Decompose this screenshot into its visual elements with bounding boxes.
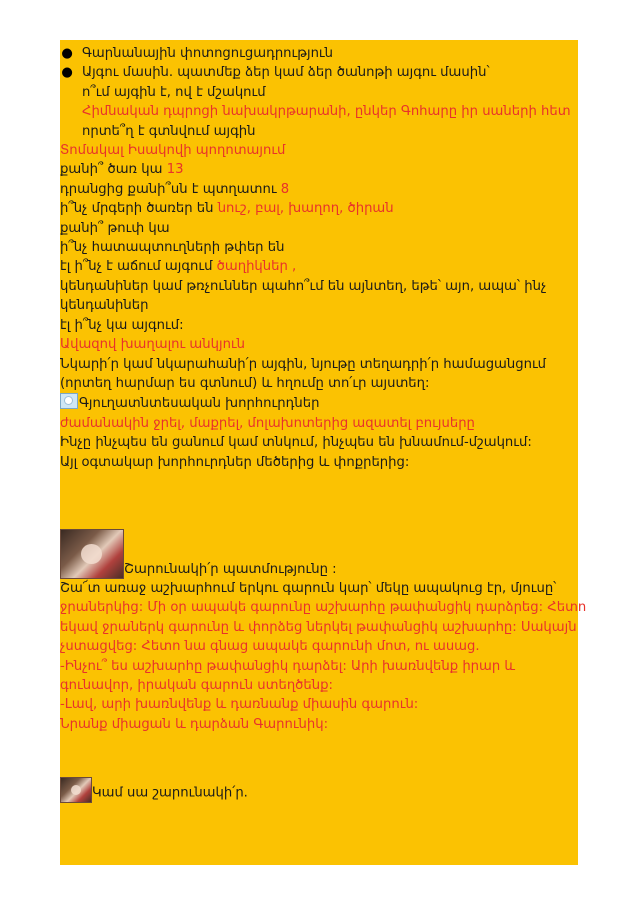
question-animals-cont: կենդանիներ	[60, 298, 149, 314]
spacer	[60, 734, 578, 777]
question-plants-text: էլ ի՞նչ է աճում այգում	[60, 259, 213, 275]
question-kinds	[60, 199, 578, 218]
tips-question-1: Ինչը ինչպես են ցանում կամ տնկում, ինչպես են խնամում-մշակում:	[60, 435, 532, 451]
tips-heading-text: Գյուղատնտեսական խորհուրդներ	[79, 396, 320, 412]
question-animals: կենդանիներ կամ թռչուններ պահո՞ւմ են այնտեղ, եթե՝ այո, ապա՝ ինչ	[60, 278, 547, 294]
document-page	[60, 40, 587, 865]
tips-heading	[60, 393, 578, 413]
answer-location: Տոմակալ Իսակովի պողոտայում	[60, 143, 286, 159]
story-line: չստացվեց: Հետո նա գնաց ապակե գարունի մոտ, ու ասաց.	[60, 639, 480, 655]
question-fruit-text: դրանցից քանի՞սն է պտղատու	[60, 181, 277, 197]
bullet-item	[60, 44, 578, 63]
question-berries: ի՞նչ հատապտուղների թփեր են	[60, 240, 285, 256]
answer-plants: ծաղիկներ ,	[216, 259, 297, 275]
bullet-text: Այգու մասին. պատմեք ձեր կամ ձեր ծանոթի այգու մասին՝	[82, 65, 490, 81]
child-photo	[60, 529, 124, 579]
question-fruit-trees	[60, 180, 578, 199]
document-content	[60, 44, 587, 803]
closing-line	[60, 777, 578, 803]
answer-kinds: նուշ, բալ, խաղող, ծիրան	[217, 201, 394, 217]
question-more: էլ ի՞նչ կա այգում:	[60, 317, 184, 333]
child-photo-small	[60, 777, 92, 803]
bullet-continuation: ո՞ւմ այգին է, ով է մշակում	[82, 84, 266, 100]
closing-text: Կամ սա շարունակի՛ր.	[92, 785, 248, 801]
story-line: եկավ ջրաներկ գարունը և փորձեց ներկել թափանցիկ աշխարհը: Սակայն	[60, 619, 577, 635]
story-line: -Ինչու՞ ես աշխարհը թափանցիկ դարձել: Արի խառնվենք իրար և	[60, 658, 516, 674]
tips-question-2: Այլ օգտակար խորհուրդներ մեծերից և փոքրերից:	[60, 454, 410, 470]
answer-trees: 13	[166, 162, 184, 178]
question-kinds-text: ի՞նչ մրգերի ծառեր են	[60, 201, 214, 217]
story-line: -Լավ, արի խառնվենք և դառնանք միասին գարուն:	[60, 697, 419, 713]
story-heading	[60, 529, 578, 579]
answer-owner: Հիմնական դպրոցի նախակրթարանի, ընկեր Գոհարը իր սաների հետ	[82, 104, 571, 120]
image-placeholder-icon	[60, 393, 78, 409]
question-trees-text: քանի՞ ծառ կա	[60, 162, 163, 178]
answer-fruit: 8	[280, 181, 290, 197]
spacer	[60, 472, 578, 529]
story-line: գունավոր, իրական գարուն ստեղծենք:	[60, 677, 333, 693]
photo-instruction: Նկարի՛ր կամ նկարահանի՛ր այգին, նյութը տեղադրի՛ր համացանցում	[60, 356, 547, 372]
photo-instruction-cont: (որտեղ հարմար ես գտնում) և հղումը տո՛ւր այստեղ:	[60, 375, 430, 391]
question-bushes: քանի՞ թուփ կա	[60, 220, 170, 236]
bullet-text: Գարնանային փոտոցուցադրություն	[82, 46, 334, 61]
bullet-dot-icon: ●	[61, 65, 73, 81]
tips-answer: ժամանակին ջրել, մաքրել, մոլախոտերից ազատել բույսերը	[60, 415, 475, 431]
bullet-item	[60, 63, 578, 82]
story-line: Նրանք միացան և դարձան Գարունիկ:	[60, 716, 329, 732]
story-intro: Շա՜տ առաջ աշխարհում երկու գարուն կար՝ մեկը ապակուց էր, մյուսը՝	[60, 580, 557, 596]
question-trees	[60, 160, 578, 179]
question-plants	[60, 257, 578, 276]
question-location: որտե՞ղ է գտնվում այգին	[82, 123, 256, 139]
answer-more: Ավազով խաղալու անկյուն	[60, 337, 246, 353]
story-heading-text: Շարունակի՛ր պատմությունը :	[124, 561, 337, 577]
story-line: ջրաներկից: Մի օր ապակե գարունը աշխարհը թափանցիկ դարձրեց: Հետո	[60, 600, 587, 616]
bullet-dot-icon: ●	[61, 46, 73, 61]
